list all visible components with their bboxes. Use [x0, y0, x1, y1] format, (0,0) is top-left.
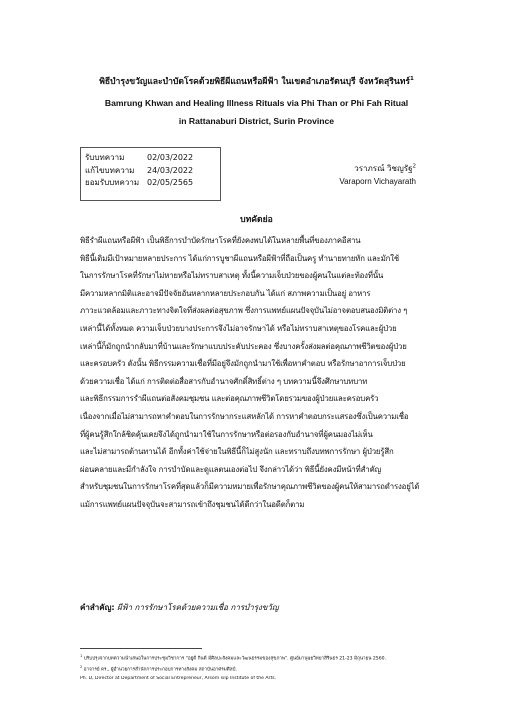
article-dates-box — [80, 147, 221, 201]
footnote-text: Ph. D, Director at Department of Social Entrepreneur, Arsom silp Institute of the Arts. — [80, 676, 277, 681]
date-label: ยอมรับบทความ — [85, 178, 140, 187]
abstract-line: และพิธีกรรมการรำผีแถนต่อสังคมชุมชน และต่อคุณภาพชีวิตโดยรวมของผู้ป่วยและครอบครัว — [80, 394, 379, 404]
abstract-heading: บทคัดย่อ — [240, 215, 273, 225]
footnote-3 — [80, 676, 460, 681]
keywords-label: คำสำคัญ: — [80, 603, 115, 612]
author-footnote-mark: 2 — [412, 163, 416, 170]
date-value: 24/03/2022 — [147, 165, 194, 175]
footnote-mark: 1 — [80, 654, 83, 658]
title-english-line-1: Bamrung Khwan and Healing Illness Rituals via Phi Than or Phi Fah Ritual — [104, 98, 409, 108]
author-name-thai: วราภรณ์ วิชญรัฐ$^2$ — [354, 163, 416, 173]
abstract-line: และไม่สามารถต้านทานได้ อีกทั้งค่าใช้จ่ายในพิธีนี้ก็ไม่สูงนัก และทราบถึงบทพการรักษา ผู้ป่วยรู้สึก — [80, 447, 394, 457]
footnote-divider — [80, 648, 202, 649]
footnote-1 — [80, 654, 460, 663]
abstract-line: แม้การแพทย์แผนปัจจุบันจะสามารถเข้าถึงชุมชนได้ดีกว่าในอดีตก็ตาม — [80, 499, 305, 509]
abstract-line: และครอบครัว ดังนั้น พิธีกรรมความเชื่อที่มีอยู่จึงมักถูกนำมาใช้เพื่อหาคำตอบ หรือรักษาอาการเจ็บป่วย — [80, 359, 406, 369]
abstract-line: มีความหลากมิติและอาจมีปัจจัยอันหลากหลายประกอบกัน ได้แก่ สภาพความเป็นอยู่ อาหาร — [80, 288, 371, 298]
date-label: แก้ไขบทความ — [85, 165, 135, 175]
date-value: 02/03/2022 — [147, 153, 194, 162]
date-label: รับบทความ — [85, 153, 125, 162]
abstract-line: ในการรักษาโรคที่รักษาไม่หายหรือไม่ทราบสาเหตุ ทั้งนี้ความเจ็บป่วยของผู้คนในแต่ละท้องที่นั้น — [80, 271, 384, 281]
abstract-line: ที่ผู้คนรู้สึกใกล้ชิดคุ้นเคยจึงได้ถูกนำมาใช้ในการรักษาหรือต่อรองกับอำนาจที่ผู้คนมองไม่เห็น — [80, 429, 373, 439]
date-received-row — [85, 152, 220, 165]
footnote-text: ปรับปรุงจากบทความนำเสนอในการประชุมวิชาการ "อยู่ดี กินดี มีศิลปะสังคมและวัฒนธรรมของสุขภาพ". ศูนย์มานุษยวิทยาสิรินธร 21-23 มิถุนายน 2560. — [83, 656, 387, 662]
abstract-line: สำหรับชุมชนในการรักษาโรคที่สุดแล้วก็มีความหมายเพื่อรักษาคุณภาพชีวิตของผู้คนให้สามารถดำรงอยู่ได้ — [80, 482, 420, 492]
abstract-body — [80, 232, 430, 514]
abstract-line: ภาวะแวดล้อมและภาวะทางจิตใจที่ส่งผลต่อสุขภาพ ซึ่งการแพทย์แผนปัจจุบันไม่อาจตอบสนองมิติต่าง ๆ — [80, 306, 408, 316]
date-revised-row — [85, 165, 220, 178]
title-thai: พิธีบำรุงขวัญและบำบัดโรคด้วยพิธีผีแถนหรือผีฟ้า ในเขตอำเภอรัตนบุรี จังหวัดสุรินทร์$^1$ — [99, 76, 414, 87]
keywords-text: ผีฟ้า การรักษาโรคด้วยความเชื่อ การบำรุงขวัญ — [117, 603, 279, 612]
date-accepted-row — [85, 177, 220, 190]
abstract-line: ผ่อนคลายและมีกำลังใจ การบำบัดและดูแลตนเองต่อไป จึงกล่าวได้ว่า พิธีนี้ยังคงมีหน้าที่สำคัญ — [80, 464, 382, 474]
title-english-line-2: in Rattanaburi District, Surin Province — [178, 116, 335, 126]
abstract-line: เหล่านี้ก็มักถูกนำกลับมาที่บ้านและรักษาแบบประคับประคอง ซึ่งบางครั้งส่งผลต่อคุณภาพชีวิตของผู้ป่วย — [80, 341, 407, 351]
date-value: 02/05/2565 — [147, 178, 194, 187]
footnote-mark: 2 — [80, 665, 83, 669]
keywords — [80, 601, 279, 614]
abstract-line: ด้วยความเชื่อ ได้แก่ การติดต่อสื่อสารกับอำนาจศักดิ์สิทธิ์ต่าง ๆ บทความนี้จึงศึกษาบทบาท — [80, 376, 368, 386]
abstract-line: พิธีรำผีแถนหรือผีฟ้า เป็นพิธีการบำบัดรักษาโรคที่ยังคงพบได้ในหลายพื้นที่ของภาคอีสาน — [80, 236, 361, 245]
footnote-text: อาจารย์ ดร., ผู้อำนวยการสำนักการประกอบการทางสังคม สถาบันอาศรมศิลป์. — [83, 667, 237, 673]
footnote-2 — [80, 665, 460, 674]
abstract-line: พิธีนี้เดิมมีเป้าหมายหลายประการ ได้แก่การบูชาผีแถนหรือผีฟ้าที่ถือเป็นครู ทำนายทายทัก และมักใช้ — [80, 253, 400, 263]
author-name-english: Varaporn Vichayarath — [339, 177, 416, 186]
abstract-line: เนื่องจากเมื่อไม่สามารถหาคำตอบในการรักษากระแสหลักได้ การหาคำตอบกระแสรองซึ่งเป็นความเชื่อ — [80, 411, 409, 421]
title-footnote-mark: 1 — [409, 76, 414, 83]
abstract-line: เหล่านี้ได้ทั้งหมด ความเจ็บป่วยบางประการจึงไม่อาจรักษาได้ หรือไม่ทราบสาเหตุของโรคและผู้ป่วย — [80, 323, 397, 333]
title-english — [40, 94, 473, 130]
